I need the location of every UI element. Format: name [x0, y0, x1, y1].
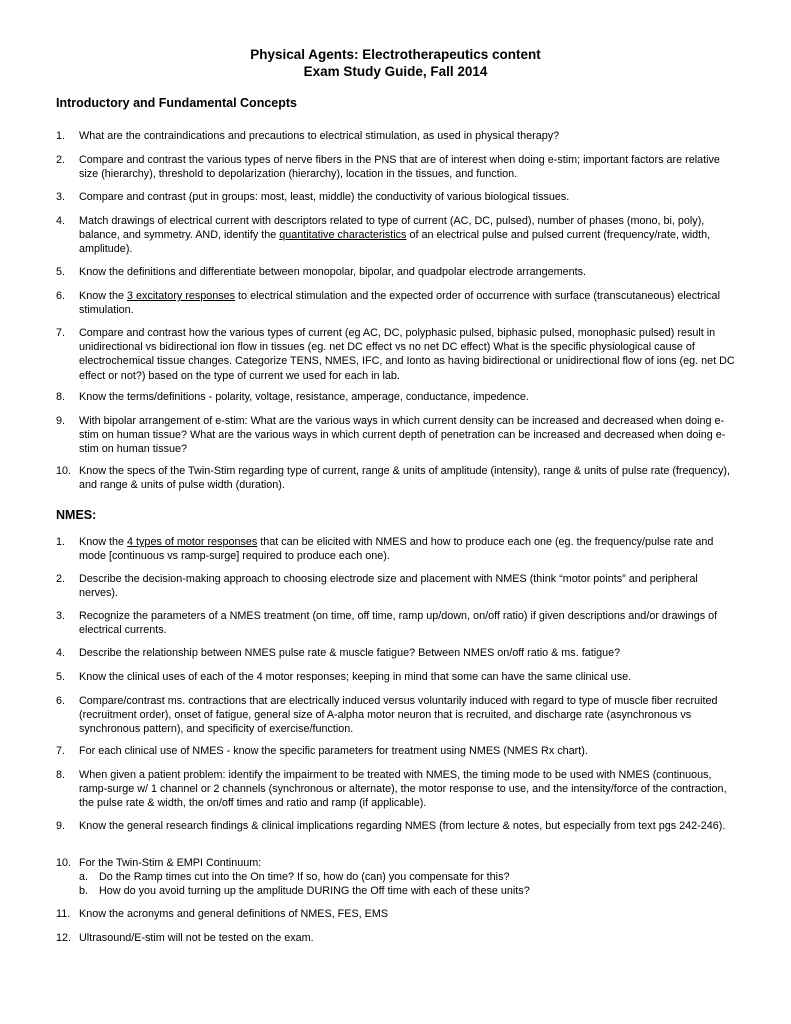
item-number: 2.	[56, 573, 66, 585]
item-number: 5.	[56, 266, 66, 278]
item-number: 9.	[56, 820, 66, 832]
item-number: 7.	[56, 745, 66, 757]
item-text: Know the terms/definitions - polarity, voltage, resistance, amperage, conductance, impedence.	[79, 391, 529, 403]
item-text: Describe the relationship between NMES pulse rate & muscle fatigue? Between NMES on/off ratio & ms. fatigue?	[79, 647, 621, 659]
item-number: 5.	[56, 671, 66, 683]
item-number: 12.	[56, 932, 72, 944]
underlined-term: 3 excitatory responses	[127, 290, 236, 302]
item-text: Know the specs of the Twin-Stim regarding type of current, range & units of amplitude (intensity), range & units of pulse rate (frequency), and range & units of pulse width (duration).	[79, 465, 730, 492]
sub-item-label: a.	[79, 871, 89, 883]
item-number: 6.	[56, 290, 66, 302]
item-number: 7.	[56, 327, 66, 339]
item-text: Know the definitions and differentiate between monopolar, bipolar, and quadpolar electrode arrangements.	[79, 266, 587, 278]
item-text: Compare and contrast (put in groups: most, least, middle) the conductivity of various biological tissues.	[79, 191, 570, 203]
item-number: 2.	[56, 154, 66, 166]
item-text: Know the 4 types of motor responses that can be elicited with NMES and how to produce each one (eg. the frequency/pulse rate and mode [continuous vs ramp-surge] required to produce each one).	[79, 536, 714, 563]
item-number: 3.	[56, 610, 66, 622]
underlined-term: quantitative characteristics	[279, 229, 407, 242]
item-number: 11.	[56, 908, 71, 920]
sub-item-text: How do you avoid turning up the amplitude DURING the Off time with each of these units?	[99, 885, 530, 897]
item-number: 4.	[56, 215, 66, 227]
item-text: Match drawings of electrical current with descriptors related to type of current (AC, DC, pulsed), number of phases (mono, bi, poly), balance, and symmetry. AND, identify the quantitative characteristics of an electrical pulse and pulsed current (frequency/rate, width, amplitude).	[79, 215, 711, 256]
item-text: Know the general research findings & clinical implications regarding NMES (from lecture & notes, but especially from text pgs 242-246).	[79, 820, 726, 832]
document-subtitle: Exam Study Guide, Fall 2014	[303, 64, 488, 79]
item-text: When given a patient problem: identify the impairment to be treated with NMES, the timing mode to be used with NMES (continuous, ramp-surge w/ 1 channel or 2 channels (synchronous or alternate), the motor response to use, and the intensity/force of the contraction, the pulse rate & width, the on/off times and ratio and ramp (if applicable).	[79, 769, 727, 810]
item-text: Know the 3 excitatory responses to electrical stimulation and the expected order of occurrence with surface (transcutaneous) electrical stimulation.	[79, 290, 720, 317]
item-text: Compare and contrast the various types of nerve fibers in the PNS that are of interest when doing e-stim; important factors are relative size (hierarchy), threshold to depolarization (hierarchy), location in the tissues, and function.	[79, 154, 720, 181]
item-number: 8.	[56, 769, 66, 781]
sub-item-text: Do the Ramp times cut into the On time? If so, how do (can) you compensate for this?	[99, 871, 510, 883]
item-text: Ultrasound/E-stim will not be tested on the exam.	[79, 932, 314, 944]
item-number: 3.	[56, 191, 66, 203]
item-text: With bipolar arrangement of e-stim: What are the various ways in which current density can be increased and decreased when doing e-stim on human tissue? What are the various ways in which current depth of penetration can be increased and decreased when doing e-stim on human tissue?	[79, 415, 726, 456]
sub-item-label: b.	[79, 885, 89, 897]
item-text: What are the contraindications and precautions to electrical stimulation, as used in physical therapy?	[79, 130, 560, 142]
item-number: 1.	[56, 130, 66, 142]
item-number: 10.	[56, 465, 72, 477]
item-number: 8.	[56, 391, 66, 403]
item-number: 6.	[56, 695, 66, 707]
item-text: Describe the decision-making approach to choosing electrode size and placement with NMES (think “motor points” and peripheral nerves).	[79, 573, 698, 600]
document-title: Physical Agents: Electrotherapeutics content	[250, 47, 541, 62]
item-text: Recognize the parameters of a NMES treatment (on time, off time, ramp up/down, on/off ratio) if given descriptions and/or drawings of electrical currents.	[79, 610, 718, 637]
section-heading-intro: Introductory and Fundamental Concepts	[56, 96, 297, 110]
item-number: 10.	[56, 857, 72, 869]
item-number: 4.	[56, 647, 66, 659]
underlined-term: 4 types of motor responses	[127, 536, 258, 548]
item-text: For each clinical use of NMES - know the specific parameters for treatment using NMES (NMES Rx chart).	[79, 745, 588, 757]
item-number: 9.	[56, 415, 66, 427]
item-text: Know the acronyms and general definitions of NMES, FES, EMS	[79, 908, 389, 920]
item-text: Compare/contrast ms. contractions that are electrically induced versus voluntarily induced with regard to type of muscle fiber recruited (recruitment order), onset of fatigue, general size of A-alpha motor neuron that is recruited, and discharge rate (asynchronous vs synchronous pattern), and specificity of exercise/function.	[79, 695, 718, 736]
item-text: Know the clinical uses of each of the 4 motor responses; keeping in mind that some can have the same clinical use.	[79, 671, 632, 683]
item-text: Compare and contrast how the various types of current (eg AC, DC, polyphasic pulsed, biphasic pulsed, monophasic pulsed) result in unidirectional vs bidirectional ion flow in tissues (eg. net DC effect vs no net DC effect) What is the specific physiological cause of electrochemical tissue changes. Categorize TENS, NMES, IFC, and Ionto as having bidirectional or unidirectional flow of ions (eg. net DC effect or not?) based on the type of current we used for each in lab.	[79, 327, 735, 382]
item-text: For the Twin-Stim & EMPI Continuum:	[79, 857, 262, 869]
section-heading-nmes: NMES:	[56, 508, 97, 522]
item-number: 1.	[56, 536, 66, 548]
